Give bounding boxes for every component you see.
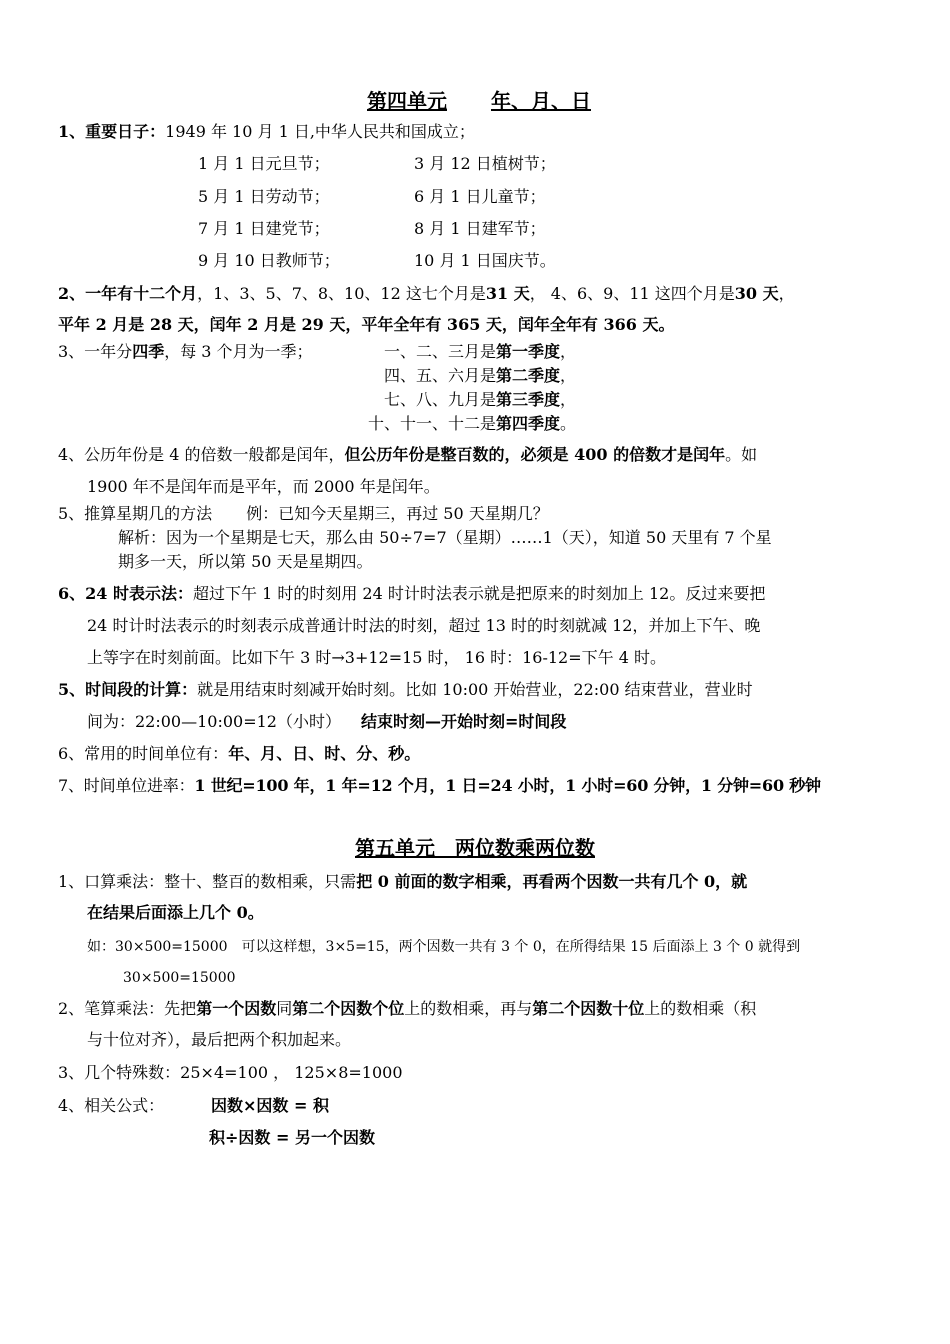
u4-quarter-3-name: 第三季度 <box>496 390 561 409</box>
u4-item1-head: 重要日子： <box>85 122 166 141</box>
u5-formula-1: 因数×因数 = 积 <box>211 1096 329 1115</box>
u4-day-2b: 6 月 1 日儿童节； <box>414 187 546 206</box>
u4-item3-text2: ，每 3 个月为一季； <box>164 342 313 361</box>
u4-quarter-2-name: 第二季度 <box>496 366 561 385</box>
u4-item7-formula: 结束时刻—开始时刻=时间段 <box>361 712 567 731</box>
u4-item1-text: 1949 年 10 月 1 日,中华人民共和国成立； <box>165 122 475 141</box>
u4-item8-text1: 6、常用的时间单位有： <box>58 744 229 763</box>
u4-item1 <box>58 121 475 143</box>
u4-quarter-2 <box>384 365 576 387</box>
u5-item2-b1: 第一个因数 <box>196 999 277 1018</box>
u4-item3-text1: 3、一年分 <box>58 342 133 361</box>
u5-item2-line2: 与十位对齐），最后把两个积加起来。 <box>87 1030 352 1049</box>
u4-item5-line2: 解析：因为一个星期是七天，那么由 50÷7=7（星期）……1（天），知道 50 天里有 7 个星 <box>118 528 772 547</box>
u4-item6-text1: 超过下午 1 时的时刻用 24 时计时法表示就是把原来的时刻加上 12。反过来要把 <box>192 584 766 603</box>
u4-item3-line1 <box>58 341 313 363</box>
u4-item5-line1 <box>58 503 549 525</box>
u5-item1-example: 如：30×500=15000 可以这样想，3×5=15，两个因数一共有 3 个 0，在所得结果 15 后面添上 3 个 0 就得到 <box>87 939 801 955</box>
u5-item2-t3: 上的数相乘，再与 <box>404 999 533 1018</box>
u4-quarter-2-months: 四、五、六月是 <box>384 366 497 385</box>
u5-item2-b2: 第二个因数个位 <box>292 999 405 1018</box>
u4-item2-bold2: 31 天 <box>485 284 530 303</box>
u4-item3-bold1: 四季 <box>132 342 165 361</box>
u4-quarter-3-end: ， <box>560 390 577 409</box>
u4-item5-example: 例：已知今天星期三，再过 50 天星期几？ <box>246 504 549 523</box>
u4-quarter-1 <box>384 341 576 363</box>
u5-item4: 4、相关公式： <box>58 1096 165 1115</box>
unit4-title <box>367 88 591 114</box>
u4-item4-bold1: 但公历年份是整百数的，必须是 400 的倍数才是闰年 <box>344 445 726 464</box>
u4-day-1a: 1 月 1 日元旦节； <box>198 154 330 173</box>
u4-item7-line2 <box>87 711 566 733</box>
unit4-title-b: 年、月、日 <box>491 89 591 113</box>
u4-quarter-3 <box>384 389 576 411</box>
u4-quarter-1-months: 一、二、三月是 <box>384 342 497 361</box>
u5-item2-b3: 第二个因数十位 <box>532 999 645 1018</box>
u4-quarter-3-months: 七、八、九月是 <box>384 390 497 409</box>
u4-item8-bold1: 年、月、日、时、分、秒。 <box>228 744 421 763</box>
u4-day-1b: 3 月 12 日植树节； <box>414 154 556 173</box>
u5-item1-bold1: 把 0 前面的数字相乘，再看两个因数一共有几个 0，就 <box>356 872 748 891</box>
u4-item2-text3: ， <box>778 284 795 303</box>
u5-item2-t2: 同 <box>276 999 293 1018</box>
u4-quarter-4 <box>368 413 576 435</box>
u4-item5-line3: 期多一天，所以第 50 天是星期四。 <box>118 552 373 571</box>
u5-item2-t4: 上的数相乘（积 <box>644 999 757 1018</box>
u4-item6-head: 6、24 时表示法： <box>58 584 193 603</box>
u4-item2-line2: 平年 2 月是 28 天，闰年 2 月是 29 天，平年全年有 365 天，闰年全年有 366 天。 <box>58 315 675 334</box>
u4-quarter-2-end: ， <box>560 366 577 385</box>
u4-item1-num: 1、 <box>58 122 86 141</box>
u4-item2-bold1: 一年有十二个月 <box>85 284 198 303</box>
u4-item2-line1 <box>58 283 795 305</box>
u4-item9-text1: 7、时间单位进率： <box>58 776 195 795</box>
u4-item7-text1: 就是用结束时刻减开始时刻。比如 10:00 开始营业，22:00 结束营业，营业时 <box>197 680 753 699</box>
u4-item6-line1 <box>58 583 765 605</box>
u4-quarter-1-end: ， <box>560 342 577 361</box>
u4-item5-text1: 5、推算星期几的方法 <box>58 504 213 523</box>
u4-item2-text2: ， 4、6、9、11 这四个月是 <box>529 284 735 303</box>
u4-quarter-4-months: 十、十一、十二是 <box>368 414 497 433</box>
u4-item4-line2: 1900 年不是闰年而是平年，而 2000 年是闰年。 <box>87 477 440 496</box>
u4-day-4a: 9 月 10 日教师节； <box>198 251 340 270</box>
u4-item7-text2: 间为：22:00—10:00=12（小时） <box>87 712 341 731</box>
u4-item4-line1 <box>58 444 757 466</box>
u4-item7-line1 <box>58 679 753 701</box>
u4-quarter-4-name: 第四季度 <box>496 414 561 433</box>
u4-item6-line3: 上等字在时刻前面。比如下午 3 时→3+12=15 时， 16 时：16-12=下午 4 时。 <box>87 648 666 667</box>
u4-day-3b: 8 月 1 日建军节； <box>414 219 546 238</box>
u5-item1-example2: 30×500=15000 <box>123 970 236 986</box>
u5-item1-line1 <box>58 871 747 893</box>
u4-item9 <box>58 775 821 797</box>
u4-item6-line2: 24 时计时法表示的时刻表示成普通计时法的时刻，超过 13 时的时刻就减 12，并加上下午、晚 <box>87 616 761 635</box>
u4-item4-text1: 4、公历年份是 4 的倍数一般都是闰年， <box>58 445 345 464</box>
u5-formula-2: 积÷因数 = 另一个因数 <box>209 1128 375 1147</box>
u4-item9-bold1: 1 世纪=100 年，1 年=12 个月，1 日=24 小时，1 小时=60 分钟，1 分钟=60 秒钟 <box>194 776 821 795</box>
u4-quarter-1-name: 第一季度 <box>496 342 561 361</box>
u5-item1-line2: 在结果后面添上几个 0。 <box>87 903 264 922</box>
u4-day-2a: 5 月 1 日劳动节； <box>198 187 330 206</box>
unit4-title-a: 第四单元 <box>367 89 447 113</box>
u4-item2-bold3: 30 天 <box>734 284 779 303</box>
u5-item2-line1 <box>58 998 756 1020</box>
u4-quarter-4-end: 。 <box>560 414 577 433</box>
u4-day-3a: 7 月 1 日建党节； <box>198 219 330 238</box>
u4-item2-num: 2、 <box>58 284 86 303</box>
u4-item8 <box>58 743 420 765</box>
u4-item2-text1: ，1、3、5、7、8、10、12 这七个月是 <box>197 284 486 303</box>
u5-item2-t1: 2、笔算乘法：先把 <box>58 999 197 1018</box>
u5-item3: 3、几个特殊数：25×4=100 ， 125×8=1000 <box>58 1063 403 1082</box>
unit5-title: 第五单元 两位数乘两位数 <box>355 836 595 860</box>
u4-day-4b: 10 月 1 日国庆节。 <box>414 251 556 270</box>
u4-item4-text2: 。如 <box>725 445 758 464</box>
u4-item7-head: 5、时间段的计算： <box>58 680 198 699</box>
u5-item1-text1: 1、口算乘法：整十、整百的数相乘，只需 <box>58 872 357 891</box>
